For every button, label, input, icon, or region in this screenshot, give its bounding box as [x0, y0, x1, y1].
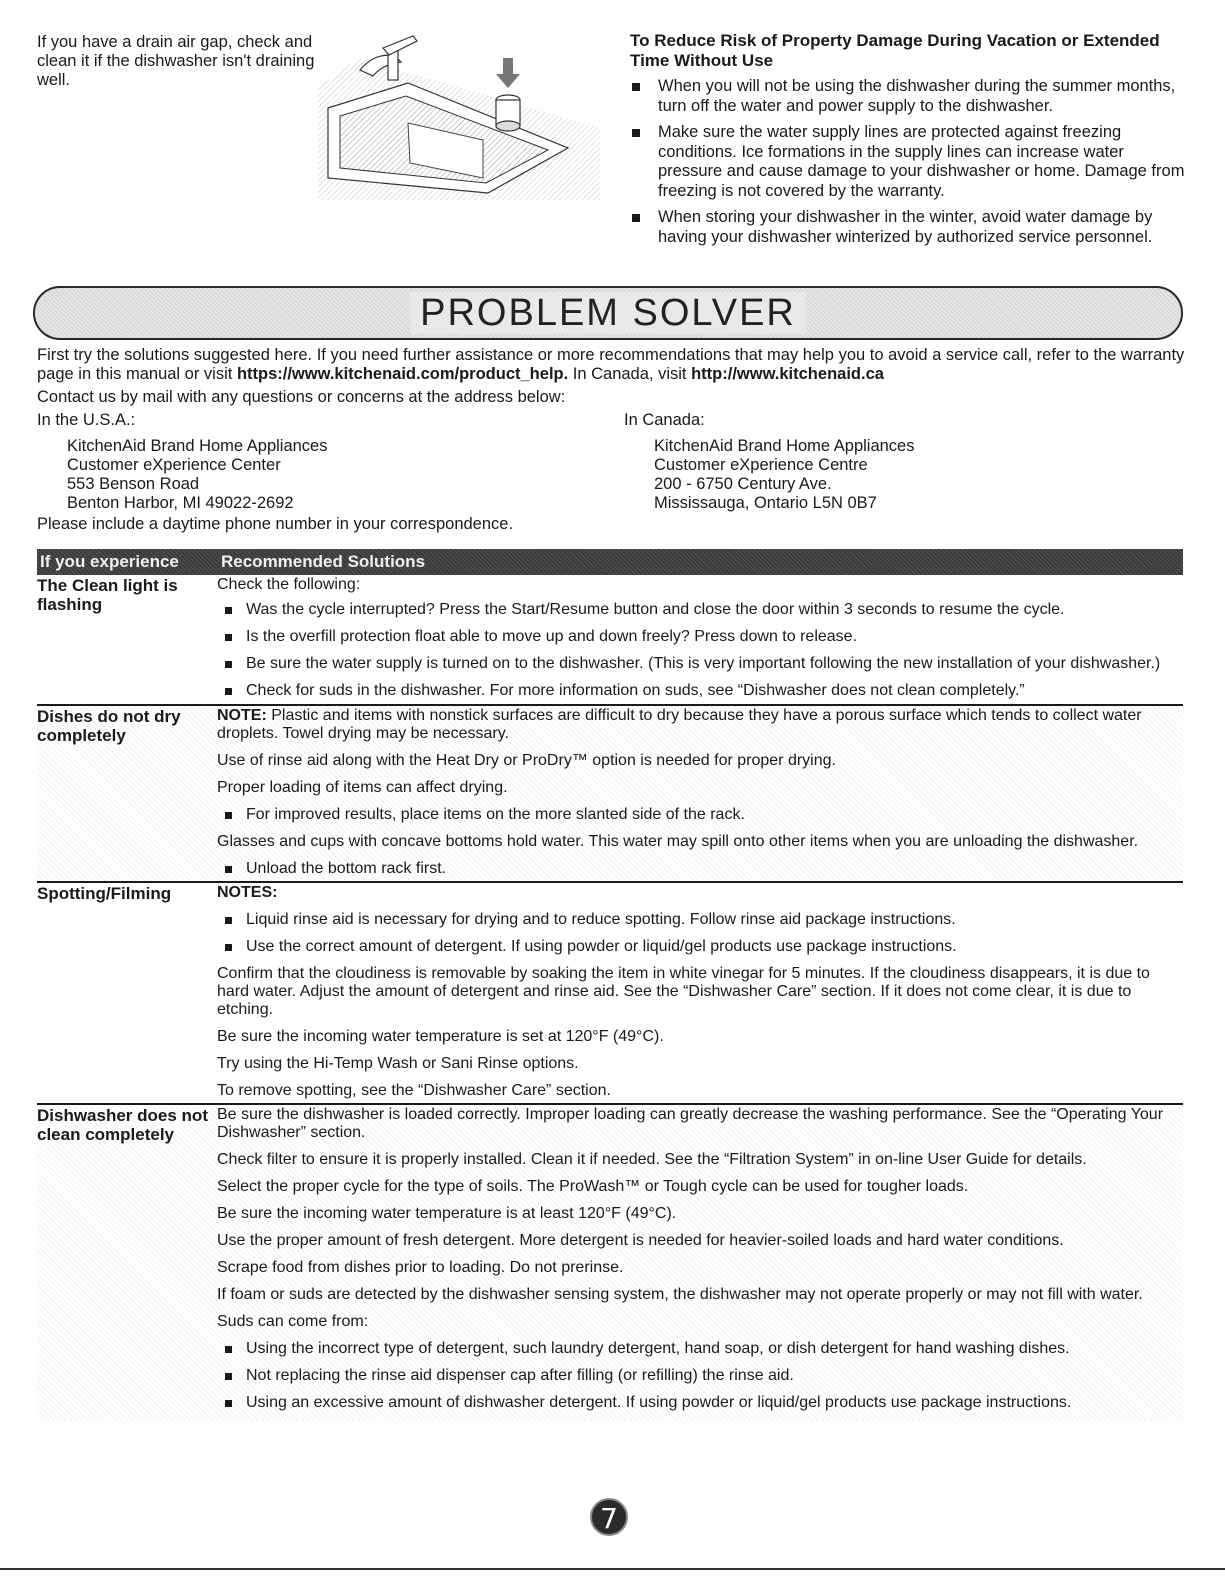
solution-text: Proper loading of items can affect drying.	[217, 779, 508, 796]
table-row	[37, 883, 1183, 1105]
us-label: In the U.S.A.:	[37, 411, 136, 429]
problem-label: Dishwasher does not clean completely	[37, 1106, 208, 1144]
us-address	[37, 411, 328, 513]
page-number: 7	[590, 1498, 628, 1536]
list-item: Check for suds in the dishwasher. For more information on suds, see “Dishwasher does not clean completely.”	[217, 682, 1183, 700]
vacation-title: To Reduce Risk of Property Damage During Vacation or Extended Time Without Use	[630, 31, 1160, 70]
bottom-divider	[0, 1568, 1225, 1570]
solution-text: Scrape food from dishes prior to loading. Do not prerinse.	[217, 1259, 624, 1276]
problem-label: The Clean light is flashing	[37, 576, 178, 614]
address-line: Customer eXperience Center	[67, 456, 281, 474]
column-header-solutions: Recommended Solutions	[221, 552, 426, 571]
list-item: Using the incorrect type of detergent, such laundry detergent, hand soap, or dish detergent for hand washing dishes.	[217, 1340, 1183, 1358]
problem-solver-banner	[33, 286, 1183, 340]
list-item: For improved results, place items on the more slanted side of the rack.	[217, 806, 1183, 824]
solutions-cell	[217, 575, 1183, 704]
solution-text: If foam or suds are detected by the dishwasher sensing system, the dishwasher may not operate properly or may not fill with water.	[217, 1286, 1143, 1303]
column-header-experience: If you experience	[40, 552, 179, 571]
solution-text: Suds can come from:	[217, 1313, 369, 1330]
vacation-list	[630, 77, 1190, 247]
us-help-link: https://www.kitchenaid.com/product_help.	[236, 365, 569, 383]
note-label: NOTE:	[217, 707, 267, 724]
solutions-cell	[217, 706, 1183, 881]
solution-text: Glasses and cups with concave bottoms hold water. This water may spill onto other items when you are unloading the dishwasher.	[217, 833, 1139, 850]
problem-label: Spotting/Filming	[37, 884, 172, 903]
solution-text: Be sure the incoming water temperature is set at 120°F (49°C).	[217, 1028, 664, 1045]
list-item: Be sure the water supply is turned on to the dishwasher. (This is very important following the new installation of your dishwasher.)	[217, 655, 1183, 673]
canada-address	[624, 411, 915, 513]
list-item: Not replacing the rinse aid dispenser cap after filling (or refilling) the rinse aid.	[217, 1367, 1183, 1385]
solution-text: Select the proper cycle for the type of soils. The ProWash™ or Tough cycle can be used for tougher loads.	[217, 1178, 969, 1195]
list-item: When you will not be using the dishwasher during the summer months, turn off the water and power supply to the dishwasher.	[630, 77, 1190, 116]
address-line: Customer eXperience Centre	[654, 456, 868, 474]
solution-text: Be sure the dishwasher is loaded correctly. Improper loading can greatly decrease the washing performance. See the “Operating Your Dishwasher” section.	[217, 1106, 1164, 1141]
solution-text: Use the proper amount of fresh detergent. More detergent is needed for heavier-soiled loads and hard water conditions.	[217, 1232, 1064, 1249]
canada-help-link: http://www.kitchenaid.ca	[691, 365, 884, 383]
address-line: KitchenAid Brand Home Appliances	[654, 437, 915, 455]
canada-label: In Canada:	[624, 411, 705, 429]
note-label: NOTES:	[217, 884, 278, 901]
address-line: Mississauga, Ontario L5N 0B7	[654, 494, 877, 512]
solution-text: Check filter to ensure it is properly installed. Clean it if needed. See the “Filtration System” in on-line User Guide for details.	[217, 1151, 1087, 1168]
list-item: Was the cycle interrupted? Press the Start/Resume button and close the door within 3 seconds to resume the cycle.	[217, 601, 1183, 619]
table-header	[37, 549, 1183, 575]
address-line: 553 Benson Road	[67, 475, 200, 493]
solution-text: Try using the Hi-Temp Wash or Sani Rinse options.	[217, 1055, 579, 1072]
solution-text: Use of rinse aid along with the Heat Dry or ProDry™ option is needed for proper drying.	[217, 752, 836, 769]
list-item: Use the correct amount of detergent. If using powder or liquid/gel products use package instructions.	[217, 938, 1183, 956]
contact-intro: First try the solutions suggested here. If you need further assistance or more recommendations that may help you to avoid a service call, refer to the warranty page in this manual or visit https://www.kitchenaid.com/product_help. In Canada, visit http://www.kitchenaid.ca	[37, 346, 1185, 383]
address-line: 200 - 6750 Century Ave.	[654, 475, 832, 493]
table-row	[37, 706, 1183, 883]
mail-text: Contact us by mail with any questions or concerns at the address below:	[37, 388, 566, 406]
solution-text: To remove spotting, see the “Dishwasher Care” section.	[217, 1082, 611, 1099]
solution-note: NOTE: Plastic and items with nonstick surfaces are difficult to dry because they have a porous surface which tends to collect water droplets. Towel drying may be necessary.	[217, 707, 1142, 742]
banner-title: PROBLEM SOLVER	[410, 292, 806, 334]
problem-solver-table	[37, 549, 1183, 1421]
list-item: Liquid rinse aid is necessary for drying and to reduce spotting. Follow rinse aid package instructions.	[217, 911, 1183, 929]
table-row	[37, 575, 1183, 706]
solution-text: Confirm that the cloudiness is removable by soaking the item in white vinegar for 5 minutes. If the cloudiness disappears, it is due to hard water. Adjust the amount of detergent and rinse aid. See the “Dishwasher Care” section. If it does not come clear, it is due to etching.	[217, 965, 1150, 1018]
solution-text: Check the following:	[217, 576, 361, 593]
address-line: Benton Harbor, MI 49022-2692	[67, 494, 294, 512]
problem-label: Dishes do not dry completely	[37, 707, 181, 745]
list-item: When storing your dishwasher in the winter, avoid water damage by having your dishwasher winterized by authorized service personnel.	[630, 208, 1190, 247]
list-item: Make sure the water supply lines are protected against freezing conditions. Ice formations in the supply lines can increase water pressure and cause damage to your dishwasher or home. Damage from freezing is not covered by the warranty.	[630, 123, 1190, 201]
solutions-cell	[217, 883, 1183, 1103]
contact-section	[37, 346, 1187, 534]
solution-text: Be sure the incoming water temperature is at least 120°F (49°C).	[217, 1205, 677, 1222]
solutions-cell	[217, 1105, 1183, 1421]
drain-air-gap-note: If you have a drain air gap, check and clean it if the dishwasher isn't draining well.	[37, 33, 315, 89]
list-item: Unload the bottom rack first.	[217, 860, 1183, 878]
sink-air-gap-illustration	[318, 28, 600, 200]
address-line: KitchenAid Brand Home Appliances	[67, 437, 328, 455]
vacation-section	[630, 31, 1190, 254]
list-item: Using an excessive amount of dishwasher detergent. If using powder or liquid/gel products use package instructions.	[217, 1394, 1183, 1412]
closing-note: Please include a daytime phone number in your correspondence.	[37, 515, 514, 533]
table-row	[37, 1105, 1183, 1421]
list-item: Is the overfill protection float able to move up and down freely? Press down to release.	[217, 628, 1183, 646]
